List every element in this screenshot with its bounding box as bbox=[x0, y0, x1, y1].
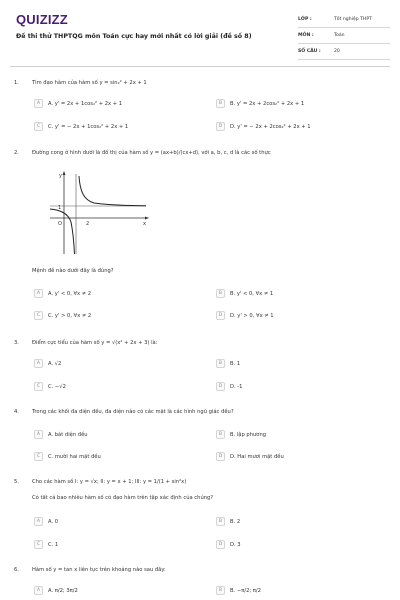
question-number: 5. bbox=[14, 479, 19, 485]
curve-right-branch bbox=[79, 176, 146, 206]
meta-key: MÔN : bbox=[298, 33, 314, 38]
option-5b[interactable] bbox=[216, 516, 240, 527]
function-graph bbox=[46, 170, 150, 256]
option-text: D. y' > 0, ∀x ≠ 1 bbox=[230, 312, 274, 319]
option-text: B. 2 bbox=[230, 518, 241, 525]
option-text: C. y' = − 2x + 1cos₂² + 2x + 1 bbox=[48, 123, 129, 130]
option-text: C. −√2 bbox=[48, 383, 66, 390]
document-title: Đề thi thử THPTQG môn Toán cực hay mới nhất có lời giải (đề số 8) bbox=[16, 33, 252, 40]
option-text: B. lập phương bbox=[230, 431, 267, 438]
option-text: A. y' = 2x + 1cos₂² + 2x + 1 bbox=[48, 100, 123, 107]
question-number: 1. bbox=[14, 80, 19, 86]
option-3d[interactable] bbox=[216, 381, 242, 392]
option-text: B. y' < 0, ∀x ≠ 1 bbox=[230, 290, 274, 297]
x-axis-arrow bbox=[145, 217, 149, 220]
option-text: D. -1 bbox=[230, 383, 243, 390]
option-5d[interactable] bbox=[216, 539, 241, 550]
option-2b[interactable] bbox=[216, 288, 273, 299]
question-text: Điểm cực tiểu của hàm số y = √(x² + 2x + 3) là: bbox=[32, 340, 158, 346]
option-letter: D bbox=[216, 382, 225, 391]
y-axis-arrow bbox=[63, 171, 66, 175]
meta-row-subject bbox=[298, 28, 390, 44]
option-2d[interactable] bbox=[216, 310, 274, 321]
option-letter: C bbox=[34, 122, 43, 131]
quizizz-logo: QUIZIZZ bbox=[16, 12, 68, 27]
meta-key: SỐ CÂU : bbox=[298, 49, 321, 54]
option-letter: C bbox=[34, 311, 43, 320]
option-letter: A bbox=[34, 289, 43, 298]
question-subtext: Mệnh đề nào dưới đây là đúng? bbox=[32, 268, 114, 274]
meta-row-count bbox=[298, 44, 390, 60]
option-letter: B bbox=[216, 99, 225, 108]
question-number: 4. bbox=[14, 409, 19, 415]
option-letter: A bbox=[34, 430, 43, 439]
option-5c[interactable] bbox=[34, 539, 58, 550]
option-text: C. mười hai mặt đều bbox=[48, 453, 101, 460]
question-text: Cho các hàm số I: y = √x; II: y = x + 1; III: y = 1/(1 + sin²x) bbox=[32, 479, 187, 485]
option-5a[interactable] bbox=[34, 516, 58, 527]
curve-left-branch bbox=[50, 209, 75, 254]
option-letter: C bbox=[34, 452, 43, 461]
option-text: C. 1 bbox=[48, 541, 59, 548]
y-label: y bbox=[59, 173, 62, 179]
option-text: D. y' = − 2x + 2cos₂² + 2x + 1 bbox=[230, 123, 311, 130]
option-letter: A bbox=[34, 359, 43, 368]
option-6a[interactable] bbox=[34, 585, 78, 596]
option-letter: B bbox=[216, 289, 225, 298]
option-1d[interactable] bbox=[216, 121, 311, 132]
option-text: A. π/2; 3π/2 bbox=[48, 587, 78, 594]
question-number: 2. bbox=[14, 150, 19, 156]
option-letter: B bbox=[216, 430, 225, 439]
option-4a[interactable] bbox=[34, 429, 88, 440]
meta-row-class bbox=[298, 12, 390, 28]
option-letter: A bbox=[34, 586, 43, 595]
option-letter: B bbox=[216, 517, 225, 526]
option-letter: B bbox=[216, 586, 225, 595]
origin-label: O bbox=[58, 221, 62, 227]
option-text: A. y' < 0, ∀x ≠ 2 bbox=[48, 290, 92, 297]
tick-label-1: 1 bbox=[58, 205, 62, 211]
option-letter: D bbox=[216, 540, 225, 549]
option-text: D. 3 bbox=[230, 541, 241, 548]
option-text: A. bát diện đều bbox=[48, 431, 88, 438]
meta-value: Tốt nghiệp THPT bbox=[334, 17, 372, 22]
meta-key: LỚP : bbox=[298, 17, 312, 22]
option-2a[interactable] bbox=[34, 288, 91, 299]
option-letter: C bbox=[34, 382, 43, 391]
question-text: Tìm đạo hàm của hàm số y = sin₂² + 2x + 1 bbox=[32, 80, 147, 86]
question-number: 3. bbox=[14, 340, 19, 346]
option-letter: C bbox=[34, 540, 43, 549]
option-6b[interactable] bbox=[216, 585, 261, 596]
option-text: A. √2 bbox=[48, 360, 62, 367]
option-text: B. y' = 2x + 2cos₂² + 2x + 1 bbox=[230, 100, 305, 107]
option-letter: D bbox=[216, 452, 225, 461]
option-4c[interactable] bbox=[34, 451, 101, 462]
option-3c[interactable] bbox=[34, 381, 66, 392]
question-subtext: Có tất cả bao nhiêu hàm số có đạo hàm trên tập xác định của chúng? bbox=[32, 495, 214, 501]
option-text: B. −π/2; π/2 bbox=[230, 587, 261, 594]
option-4d[interactable] bbox=[216, 451, 284, 462]
meta-table bbox=[298, 12, 390, 60]
option-1b[interactable] bbox=[216, 98, 304, 109]
option-letter: A bbox=[34, 517, 43, 526]
question-text: Đường cong ở hình dưới là đồ thị của hàm số y = (ax+b)/(cx+d), với a, b, c, d là các số thực bbox=[32, 150, 271, 156]
option-3b[interactable] bbox=[216, 358, 240, 369]
option-text: D. Hai mươi mặt đều bbox=[230, 453, 284, 460]
option-2c[interactable] bbox=[34, 310, 91, 321]
option-letter: D bbox=[216, 311, 225, 320]
tick-label-2: 2 bbox=[86, 221, 90, 227]
option-letter: B bbox=[216, 359, 225, 368]
option-letter: A bbox=[34, 99, 43, 108]
option-letter: D bbox=[216, 122, 225, 131]
x-label: x bbox=[143, 221, 146, 227]
option-4b[interactable] bbox=[216, 429, 266, 440]
question-text: Trong các khối đa diện đều, đa diện nào có các mặt là các hình ngũ giác đều? bbox=[32, 409, 234, 415]
option-text: B. 1 bbox=[230, 360, 241, 367]
question-text: Hàm số y = tan x liên tục trên khoảng nào sau đây: bbox=[32, 567, 166, 573]
option-1a[interactable] bbox=[34, 98, 122, 109]
question-number: 6. bbox=[14, 567, 19, 573]
option-1c[interactable] bbox=[34, 121, 128, 132]
meta-value: 20 bbox=[334, 49, 340, 54]
meta-value: Toán bbox=[334, 33, 345, 38]
header-divider bbox=[10, 66, 390, 67]
option-text: C. y' > 0, ∀x ≠ 2 bbox=[48, 312, 92, 319]
option-text: A. 0 bbox=[48, 518, 59, 525]
option-3a[interactable] bbox=[34, 358, 61, 369]
